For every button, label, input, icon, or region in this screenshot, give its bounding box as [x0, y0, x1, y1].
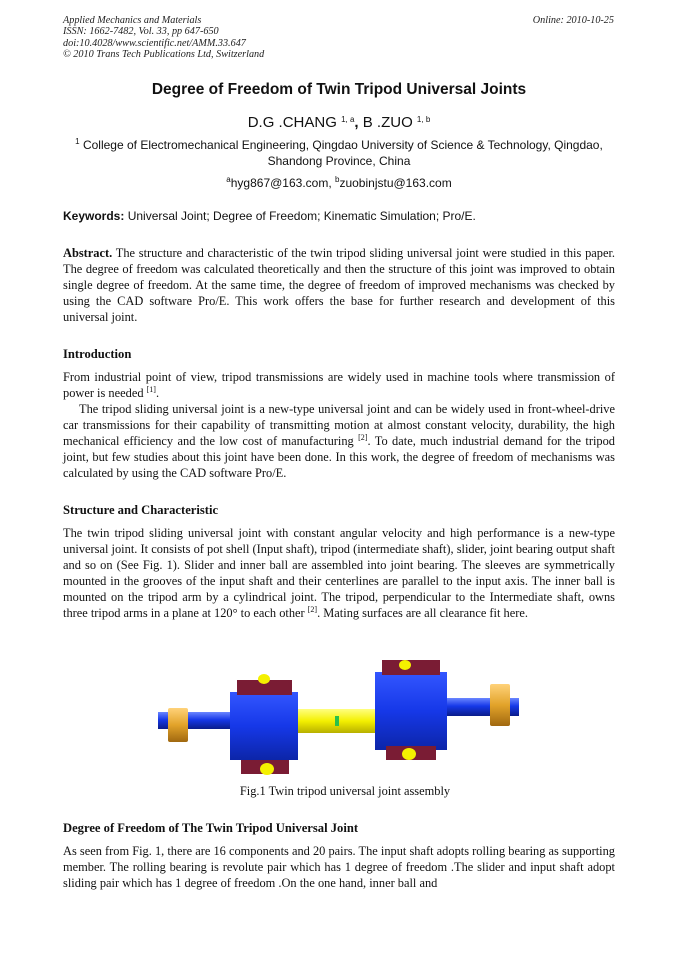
- left-flange: [168, 708, 188, 742]
- journal-name: Applied Mechanics and Materials: [63, 15, 202, 26]
- figure-joint-assembly: [150, 654, 530, 784]
- intro-paragraph-1: [63, 370, 615, 402]
- doi: doi:10.4028/www.scientific.net/AMM.33.647: [63, 37, 246, 49]
- left-bottom-ball: [260, 763, 274, 775]
- left-top-ball: [258, 674, 270, 684]
- author-1: D.G .CHANG: [247, 114, 342, 131]
- intro-p2-text-a: The tripod sliding universal joint is a new-type universal joint and can be widely used in front-wheel-drive car transmissions for their capability of transmitting motion at almost constant velocity, durability, the high mechanical efficiency and the low cost of manufacturing: [63, 402, 615, 448]
- online-date: Online: 2010-10-25: [532, 15, 614, 26]
- keywords-text: Universal Joint; Degree of Freedom; Kinematic Simulation; Pro/E.: [124, 209, 476, 223]
- right-top-bearing: [382, 660, 440, 675]
- paper-title: Degree of Freedom of Twin Tripod Universal Joints: [151, 81, 527, 98]
- intro-paragraph-2: [63, 402, 615, 482]
- affiliation: [63, 138, 615, 169]
- citation-1: [1]: [146, 384, 156, 394]
- email-b-sup: b: [335, 175, 340, 184]
- right-bottom-ball: [402, 748, 416, 760]
- dof-paragraph: As seen from Fig. 1, there are 16 components and 20 pairs. The input shaft adopts rolling bearing as supporting member. The rolling bearing is revolute pair which has 1 degree of freedom .The slider and input shaft adopt sliding pair which has 1 degree of freedom .On the one hand, inner ball and: [63, 844, 615, 890]
- keywords: [63, 209, 476, 223]
- abstract: [63, 246, 615, 326]
- emails: [0, 176, 678, 190]
- section-heading-dof: Degree of Freedom of The Twin Tripod Universal Joint: [63, 821, 359, 835]
- right-flange: [490, 684, 510, 726]
- email-a: hyg867@163.com,: [230, 176, 335, 190]
- email-b: zuobinjstu@163.com: [339, 176, 452, 190]
- keywords-label: Keywords:: [63, 209, 125, 223]
- right-pot-housing: [375, 672, 447, 750]
- abstract-label: Abstract.: [63, 246, 113, 260]
- author-sep: ,: [354, 114, 363, 131]
- structure-p1-text-a: The twin tripod sliding universal joint with constant angular velocity and high performance is a new-type universal joint. It consists of pot shell (Input shaft), tripod (intermediate shaft), slider, joint bearing output shaft and so on (See Fig. 1). Slider and inner ball are assembled into joint bearing. The sleeves are symmetrically mounted in the grooves of the input shaft and their centerlines are parallel to the input axis. The inner ball is mounted on the tripod arm by a cylindrical joint. The tripod, perpendicular to the Intermediate shaft, owns three tripod arms in a plane at 120° to each other: [63, 526, 615, 620]
- intro-p1-text: From industrial point of view, tripod transmissions are widely used in machine tools where transmission of power is needed: [63, 370, 615, 400]
- structure-paragraph: [63, 526, 615, 621]
- author-1-sup: 1, a: [341, 115, 355, 124]
- shaft-marker: [335, 716, 339, 726]
- intro-p1-end: .: [155, 385, 160, 400]
- affiliation-text: College of Electromechanical Engineering, Qingdao University of Science & Technology, Qingdao, Shandong Province, China: [79, 138, 603, 168]
- issn: ISSN: 1662-7482, Vol. 33, pp 647-650: [63, 26, 219, 38]
- left-pot-housing: [230, 692, 298, 760]
- abstract-text: The structure and characteristic of the twin tripod sliding universal joint were studied in this paper. The degree of freedom was calculated theoretically and then the structure of this joint was improved to obtain single degree of freedom. At the same time, the degree of freedom of improved mechanisms was checked by using the CAD software Pro/E. This work offers the base for further research and development of this universal joint.: [63, 246, 615, 324]
- email-a-sup: a: [226, 175, 231, 184]
- journal-header: [63, 15, 264, 61]
- structure-p1-text-b: . Mating surfaces are all clearance fit here.: [317, 605, 528, 620]
- intro-p2-text-b: . To date, much industrial demand for the tripod joint, but few studies about this joint have been done. In this work, the degree of freedom of mechanisms was calculated by using the CAD software Pro/E.: [63, 433, 615, 480]
- section-heading-introduction: Introduction: [63, 347, 132, 361]
- section-heading-structure: Structure and Characteristic: [63, 503, 219, 517]
- right-top-ball: [399, 660, 411, 670]
- author-2: B .ZUO: [362, 114, 417, 131]
- author-2-sup: 1, b: [416, 115, 431, 124]
- citation-3: [2]: [307, 604, 318, 614]
- affiliation-sup: 1: [75, 137, 80, 146]
- authors: [0, 114, 678, 131]
- citation-2: [2]: [358, 432, 368, 442]
- figure-caption: Fig.1 Twin tripod universal joint assembly: [239, 784, 451, 798]
- copyright: © 2010 Trans Tech Publications Ltd, Switzerland: [63, 49, 265, 61]
